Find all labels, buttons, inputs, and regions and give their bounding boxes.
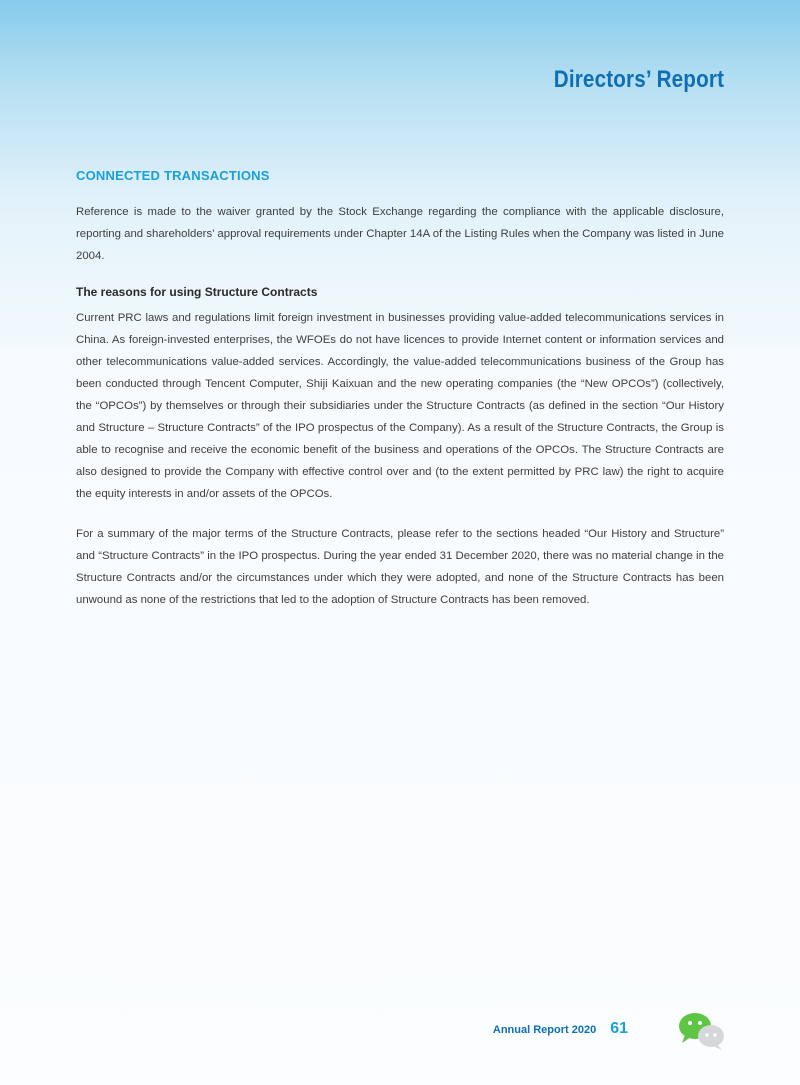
- page-number: 61: [610, 1020, 628, 1037]
- document-body: [76, 168, 724, 629]
- section-heading: CONNECTED TRANSACTIONS: [76, 168, 270, 183]
- intro-paragraph: Reference is made to the waiver granted by the Stock Exchange regarding the compliance with the applicable disclosure, reporting and shareholders’ approval requirements under Chapter 14A of the Listing Rules when the Company was listed in June 2004.: [76, 206, 724, 262]
- page-footer: [493, 1020, 628, 1038]
- reasons-paragraph: Current PRC laws and regulations limit foreign investment in businesses providing value-added telecommunications services in China. As foreign-invested enterprises, the WFOEs do not have licences to provide Internet content or information services and other telecommunications value-added services. Accordingly, the value-added telecommunications business of the Group has been conducted through Tencent Computer, Shiji Kaixuan and the new operating companies (the “New OPCOs”) (collectively, the “OPCOs”) by themselves or through their subsidiaries under the Structure Contracts (as defined in the section “Our History and Structure – Structure Contracts” of the IPO prospectus of the Company). As a result of the Structure Contracts, the Group is able to recognise and receive the economic benefit of the business and operations of the OPCOs. The Structure Contracts are also designed to provide the Company with effective control over and (to the extent permitted by PRC law) the right to acquire the equity interests in and/or assets of the OPCOs.: [76, 312, 724, 500]
- summary-paragraph: For a summary of the major terms of the Structure Contracts, please refer to the sections headed “Our History and Structure” and “Structure Contracts” in the IPO prospectus. During the year ended 31 December 2020, there was no material change in the Structure Contracts and/or the circumstances under which they were adopted, and none of the Structure Contracts has been unwound as none of the restrictions that led to the adoption of Structure Contracts has been removed.: [76, 528, 724, 606]
- wechat-chat-bubbles-icon: [677, 1011, 727, 1051]
- subsection-heading: The reasons for using Structure Contracts: [76, 285, 318, 299]
- footer-report-label: Annual Report 2020: [492, 1024, 597, 1036]
- page-title: Directors’ Report: [553, 66, 724, 93]
